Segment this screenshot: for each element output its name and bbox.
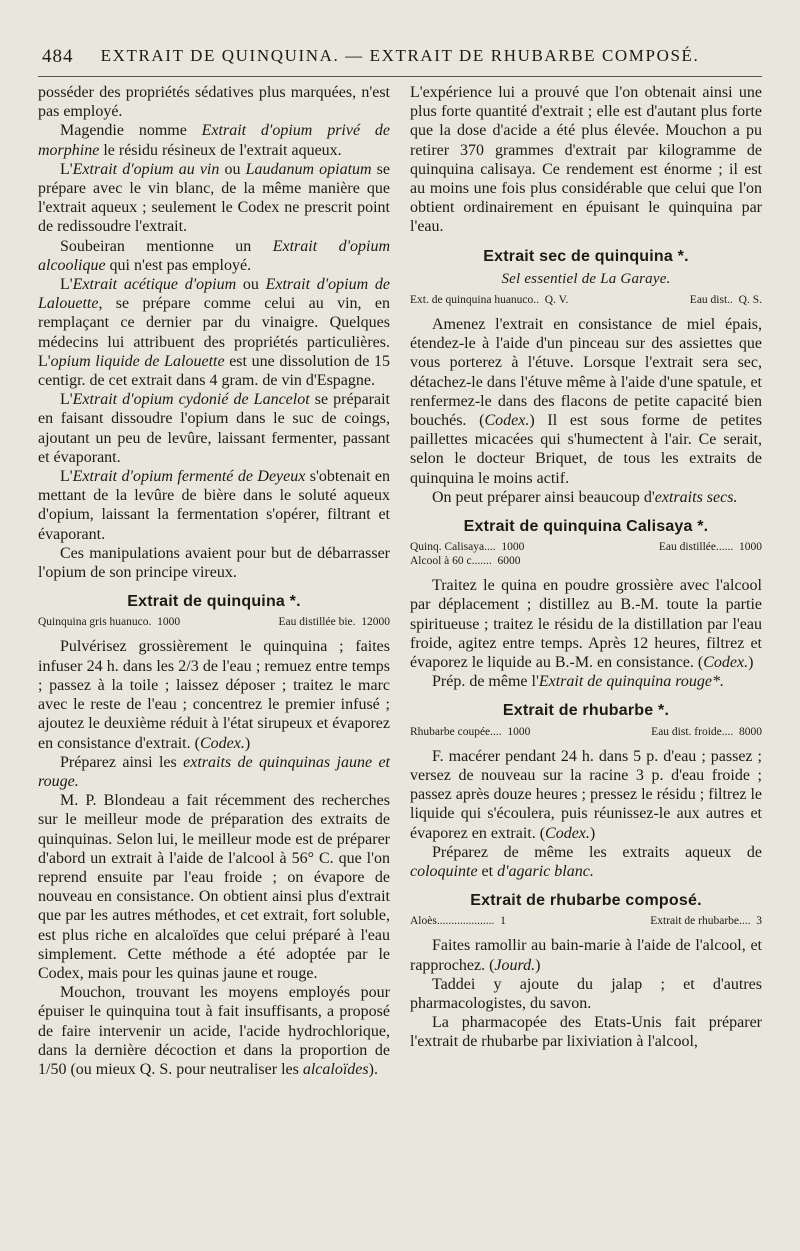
ingredient: Alcool à 60 c....... 6000 [410, 555, 521, 568]
paragraph: Prép. de même l'Extrait de quinquina rouge*. [432, 673, 725, 691]
section-heading: Extrait de rhubarbe *. [502, 702, 670, 720]
paragraph: On peut préparer ainsi beaucoup d'extraits secs. [432, 488, 738, 506]
left-column [38, 83, 390, 1079]
page-number: 484 [42, 46, 74, 67]
ingredient: Eau dist.. Q. S. [689, 294, 762, 307]
paragraph: Amenez l'extrait en consistance de miel épais, étendez-le à l'aide d'un pinceau sur des assiettes que vous porterez à l'étuve. Lorsque l'extrait sera sec, détachez-le dans l'étuve même à l'aide d'une spatule, et renfermez-le dans des flacons de petite capacité bien bouchés. (Codex.) Il est sous forme de petites paillettes micacées qui s'humectent à l'air. Ce serait, selon le docteur Briquet, de tous les extraits de quinquina le moins actif. [410, 316, 762, 487]
section-heading: Extrait de quinquina *. [127, 593, 301, 611]
ingredient: Rhubarbe coupée.... 1000 [410, 725, 531, 738]
right-column [410, 83, 762, 1079]
paragraph: M. P. Blondeau a fait récemment des recherches sur le meilleur mode de préparation des extraits de quinquinas. Selon lui, le meilleur mode est de préparer d'abord un extrait à l'aide de l'alcool à 56° C. que l'on reprend ensuite par l'eau froide ; on évapore de nouveau en consistance. On obtient ainsi plus d'extrait que par les autres méthodes, et cet extrait, fort soluble, est plus riche en alcaloïdes que celui préparé à l'eau simplement. Cette méthode a été adoptée par le Codex, mais pour les quinas jaune et rouge. [38, 792, 390, 982]
section-heading: Extrait sec de quinquina *. [483, 247, 689, 265]
section-heading: Extrait de quinquina Calisaya *. [463, 518, 709, 536]
paragraph: Préparez de même les extraits aqueux de coloquinte et d'agaric blanc. [410, 843, 762, 880]
section-subheading: Sel essentiel de La Garaye. [501, 270, 671, 287]
ingredient: Extrait de rhubarbe.... 3 [650, 915, 762, 928]
recipe-ingredients [410, 914, 762, 928]
running-header [38, 44, 762, 77]
paragraph: F. macérer pendant 24 h. dans 5 p. d'eau ; passez ; versez de nouveau sur la racine 3 p. d'eau froide ; passez après douze heures ; pressez le résidu ; filtrez le liquide qui s'écoulera, puis réunissez-le aux autres et évaporez en extrait. (Codex.) [410, 747, 762, 842]
paragraph: L'Extrait d'opium fermenté de Deyeux s'obtenait en mettant de la levûre de bière dans le soluté aqueux d'opium, laissant la fermentation s'opérer, filtrant et évaporant. [38, 468, 391, 543]
recipe-ingredients [410, 540, 762, 568]
paragraph: Magendie nomme Extrait d'opium privé de morphine le résidu résineux de l'extrait aqueux. [38, 122, 391, 159]
recipe-ingredients [410, 293, 762, 307]
ingredient: Ext. de quinquina huanuco.. Q. V. [410, 294, 569, 307]
ingredient: Eau distillée...... 1000 [658, 541, 762, 554]
paragraph: posséder des propriétés sédatives plus marquées, n'est pas employé. [38, 84, 390, 121]
paragraph: Traitez le quina en poudre grossière avec l'alcool par déplacement ; distillez au B.-M. toute la partie spiritueuse ; traitez le résidu de la distillation par l'eau froide, agitez entre temps. Après 12 heures, filtrez et évaporez le liquide au B.-M. en consistance. (Codex.) [410, 577, 762, 672]
running-title: EXTRAIT DE QUINQUINA. — EXTRAIT DE RHUBARBE COMPOSÉ. [100, 46, 700, 65]
ingredient: Eau distillée bie. 12000 [278, 616, 390, 629]
paragraph: L'Extrait acétique d'opium ou Extrait d'opium de Lalouette, se prépare comme celui au vin, en remplaçant ce dernier par du vinaigre. Quelques médecins lui attribuent des propriétés particulières. L'opium liquide de Lalouette est une dissolution de 15 centigr. de cet extrait dans 4 gram. de vin d'Espagne. [38, 276, 390, 390]
ingredient: Eau dist. froide.... 8000 [651, 725, 762, 738]
ingredient: Aloès.................... 1 [410, 915, 506, 928]
paragraph: L'expérience lui a prouvé que l'on obtenait ainsi une plus forte quantité d'extrait ; elle est d'autant plus forte que la dose d'acide a été plus élevée. Mouchon a pu retirer 370 grammes d'extrait par kilogramme de quinquina calisaya. Ce rendement est énorme ; il est au moins une fois plus considérable que celui que l'on obtient ordinairement en épuisant le quinquina par l'eau. [410, 84, 762, 236]
paragraph: L'Extrait d'opium au vin ou Laudanum opiatum se prépare avec le vin blanc, de la même manière que l'extrait aqueux ; seulement le Codex ne prescrit point de redissoudre l'extrait. [38, 160, 391, 236]
paragraph: Préparez ainsi les extraits de quinquinas jaune et rouge. [38, 753, 390, 790]
paragraph: Faites ramollir au bain-marie à l'aide de l'alcool, et rapprochez. (Jourd.) [410, 937, 762, 974]
text-columns [38, 83, 762, 1079]
ingredient: Quinquina gris huanuco. 1000 [38, 616, 181, 629]
paragraph: Pulvérisez grossièrement le quinquina ; faites infuser 24 h. dans les 2/3 de l'eau ; remuez entre temps ; passez à la toile ; laissez déposer ; traitez le marc avec le reste de l'eau ; concentrez le premier infusé ; ajoutez le deuxième réduit à l'état sirupeux et évaporez en consistance d'extrait. (Codex.) [38, 638, 390, 752]
ingredient: Quinq. Calisaya.... 1000 [410, 541, 525, 554]
paragraph: Ces manipulations avaient pour but de débarrasser l'opium de son principe vireux. [38, 544, 390, 582]
paragraph: Soubeiran mentionne un Extrait d'opium alcoolique qui n'est pas employé. [38, 237, 390, 274]
section-heading: Extrait de rhubarbe composé. [470, 892, 702, 910]
paragraph: Taddei y ajoute du jalap ; et d'autres pharmacologistes, du savon. [410, 975, 762, 1012]
recipe-ingredients [410, 725, 762, 739]
paragraph: Mouchon, trouvant les moyens employés pour épuiser le quinquina tout à fait insuffisants, a proposé de faire intervenir un acide, l'acide hydrochlorique, dans la dernière décoction et dans la proportion de 1/50 (ou mieux Q. S. pour neutraliser les alcaloïdes). [38, 984, 390, 1078]
recipe-ingredients [38, 615, 390, 629]
paragraph: La pharmacopée des Etats-Unis fait préparer l'extrait de rhubarbe par lixiviation à l'alcool, [410, 1014, 762, 1051]
paragraph: L'Extrait d'opium cydonié de Lancelot se préparait en faisant dissoudre l'opium dans le suc de coings, ajoutant un peu de levûre, laissant fermenter, passant et évaporant. [38, 391, 391, 466]
